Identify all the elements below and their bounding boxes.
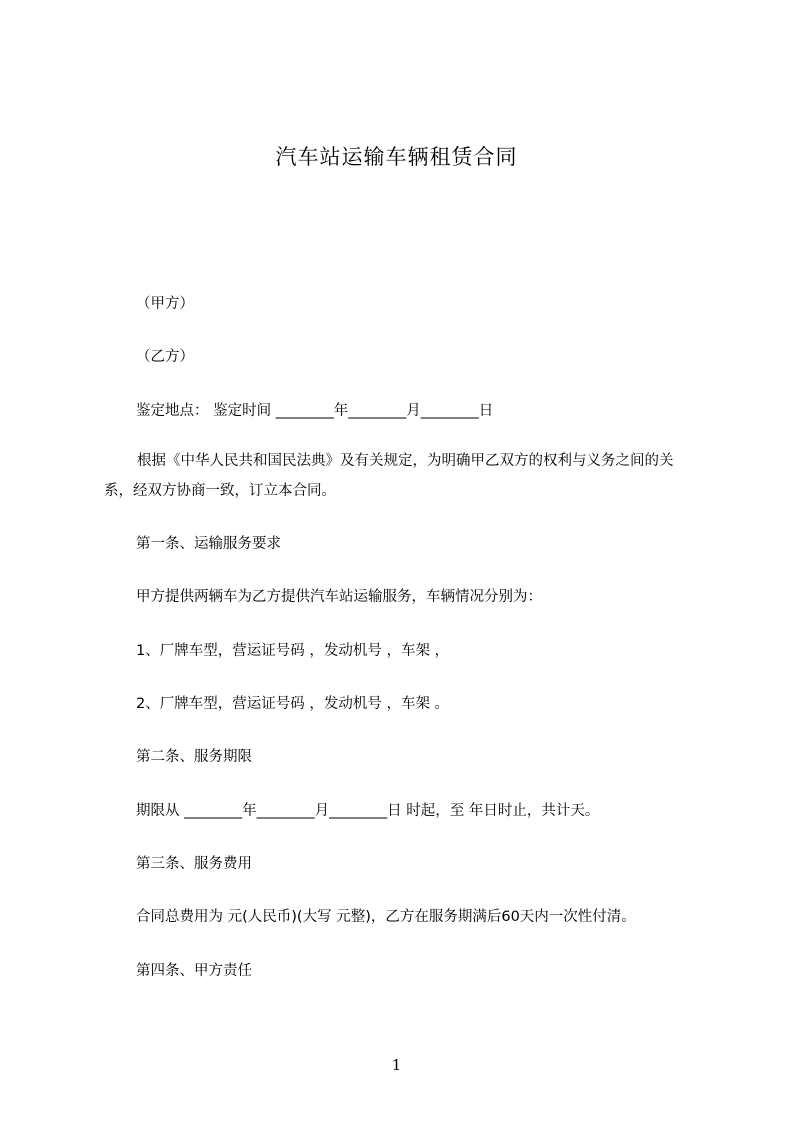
vehicle2-line: 2、厂牌车型，营运证号码 ，发动机号 ，车架 。 xyxy=(136,696,450,712)
vehicle1-line: 1、厂牌车型，营运证号码 ，发动机号 ，车架 ， xyxy=(136,643,450,659)
party-a-label: （甲方） xyxy=(136,296,194,312)
article2-text: 期限从 ________年________月________日 时起，至 年日时止，共计天。 xyxy=(136,803,600,819)
article2-heading: 第二条、服务期限 xyxy=(136,749,252,765)
document-title: 汽车站运输车辆租赁合同 xyxy=(275,145,518,169)
article3-heading: 第三条、服务费用 xyxy=(136,856,252,872)
intro-paragraph: 根据《中华人民共和国民法典》及有关规定，为明确甲乙双方的权利与义务之间的关系，经双方协商一致，订立本合同。 xyxy=(104,453,674,499)
article4-heading: 第四条、甲方责任 xyxy=(136,963,252,979)
article1-heading: 第一条、运输服务要求 xyxy=(136,536,281,552)
party-b-label: （乙方） xyxy=(136,349,194,365)
article1-text: 甲方提供两辆车为乙方提供汽车站运输服务，车辆情况分别为： xyxy=(136,589,542,605)
signing-info-line: 鉴定地点： 鉴定时间 ________年________月________日 xyxy=(136,403,494,419)
page-number: 1 xyxy=(391,1056,402,1074)
article3-text: 合同总费用为 元(人民币)(大写 元整)，乙方在服务期满后60天内一次性付清。 xyxy=(136,909,636,925)
